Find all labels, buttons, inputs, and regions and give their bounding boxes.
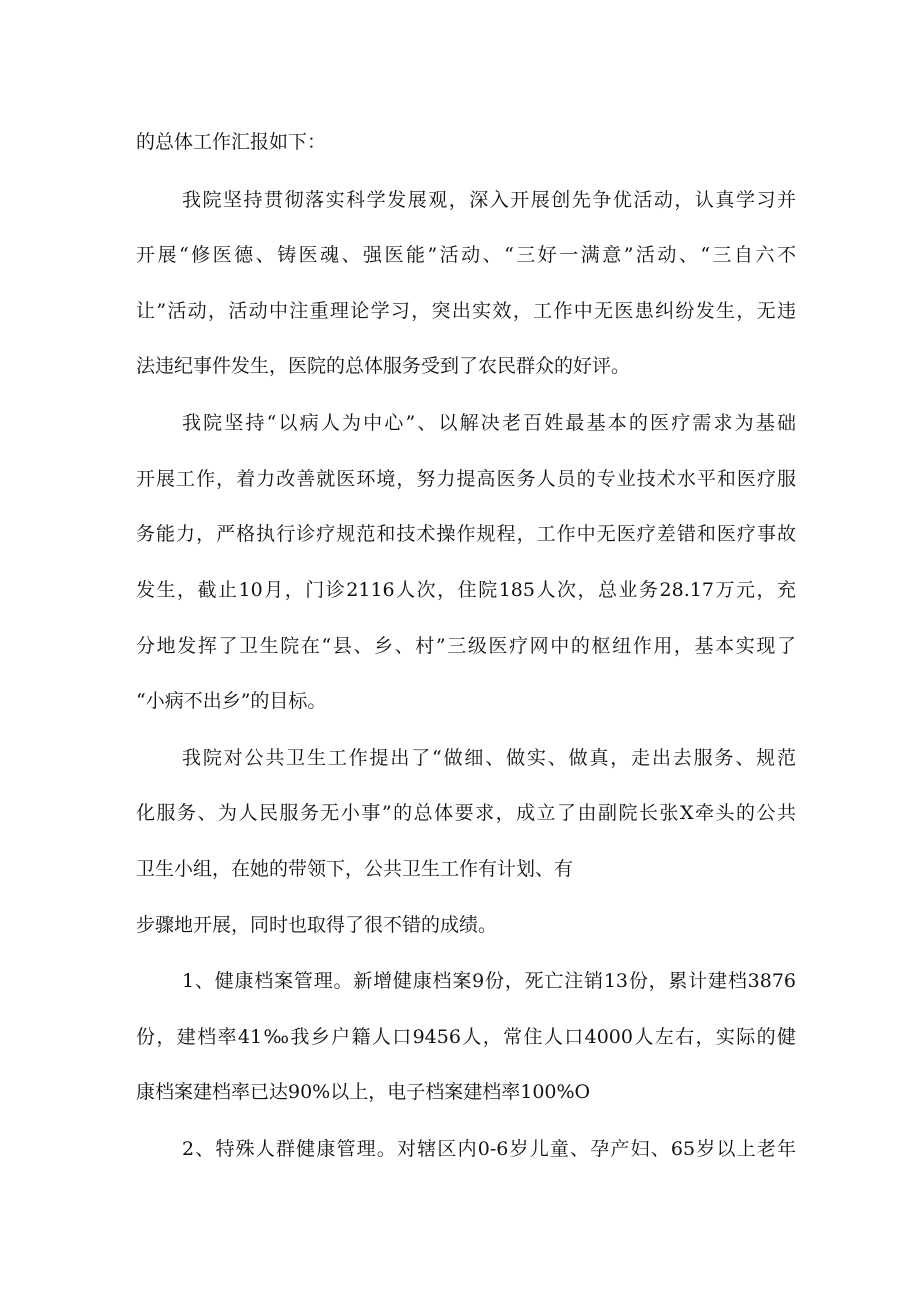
text-line-8: 务能力，严格执行诊疗规范和技术操作规程，工作中无医疗差错和医疗事故 bbox=[136, 523, 796, 545]
text-line-15: 步骤地开展，同时也取得了很不错的成绩。 bbox=[136, 914, 498, 936]
text-line-14: 卫生小组，在她的带领下，公共卫生工作有计划、有 bbox=[136, 858, 574, 880]
text-line-4: 让”活动，活动中注重理论学习，突出实效，工作中无医患纠纷发生，无违 bbox=[136, 300, 796, 322]
text-line-18: 康档案建档率已达90%以上，电子档案建档率100%O bbox=[136, 1081, 591, 1103]
text-line-2: 我院坚持贯彻落实科学发展观，深入开展创先争优活动，认真学习并 bbox=[182, 189, 796, 211]
text-line-9: 发生，截止10月，门诊2116人次，住院185人次，总业务28.17万元，充 bbox=[136, 579, 796, 601]
text-line-1: 的总体工作汇报如下： bbox=[136, 131, 327, 153]
text-line-16: 1、健康档案管理。新增健康档案9份，死亡注销13份，累计建档3876 bbox=[182, 970, 796, 992]
text-line-12: 我院对公共卫生工作提出了“做细、做实、做真，走出去服务、规范 bbox=[182, 747, 796, 769]
text-line-6: 我院坚持“以病人为中心”、以解决老百姓最基本的医疗需求为基础 bbox=[182, 412, 796, 434]
text-line-7: 开展工作，着力改善就医环境，努力提高医务人员的专业技术水平和医疗服 bbox=[136, 468, 796, 490]
text-line-3: 开展“修医德、铸医魂、强医能”活动、“三好一满意”活动、“三自六不 bbox=[136, 244, 796, 266]
text-line-19: 2、特殊人群健康管理。对辖区内0-6岁儿童、孕产妇、65岁以上老年 bbox=[182, 1138, 796, 1160]
text-line-10: 分地发挥了卫生院在“县、乡、村”三级医疗网中的枢纽作用，基本实现了 bbox=[136, 635, 796, 657]
text-line-5: 法违纪事件发生，医院的总体服务受到了农民群众的好评。 bbox=[136, 355, 631, 377]
text-line-17: 份，建档率41‰我乡户籍人口9456人，常住人口4000人左右，实际的健 bbox=[136, 1026, 796, 1048]
text-line-13: 化服务、为人民服务无小事”的总体要求，成立了由副院长张X牵头的公共 bbox=[136, 802, 796, 824]
text-line-11: “小病不出乡”的目标。 bbox=[136, 690, 327, 712]
